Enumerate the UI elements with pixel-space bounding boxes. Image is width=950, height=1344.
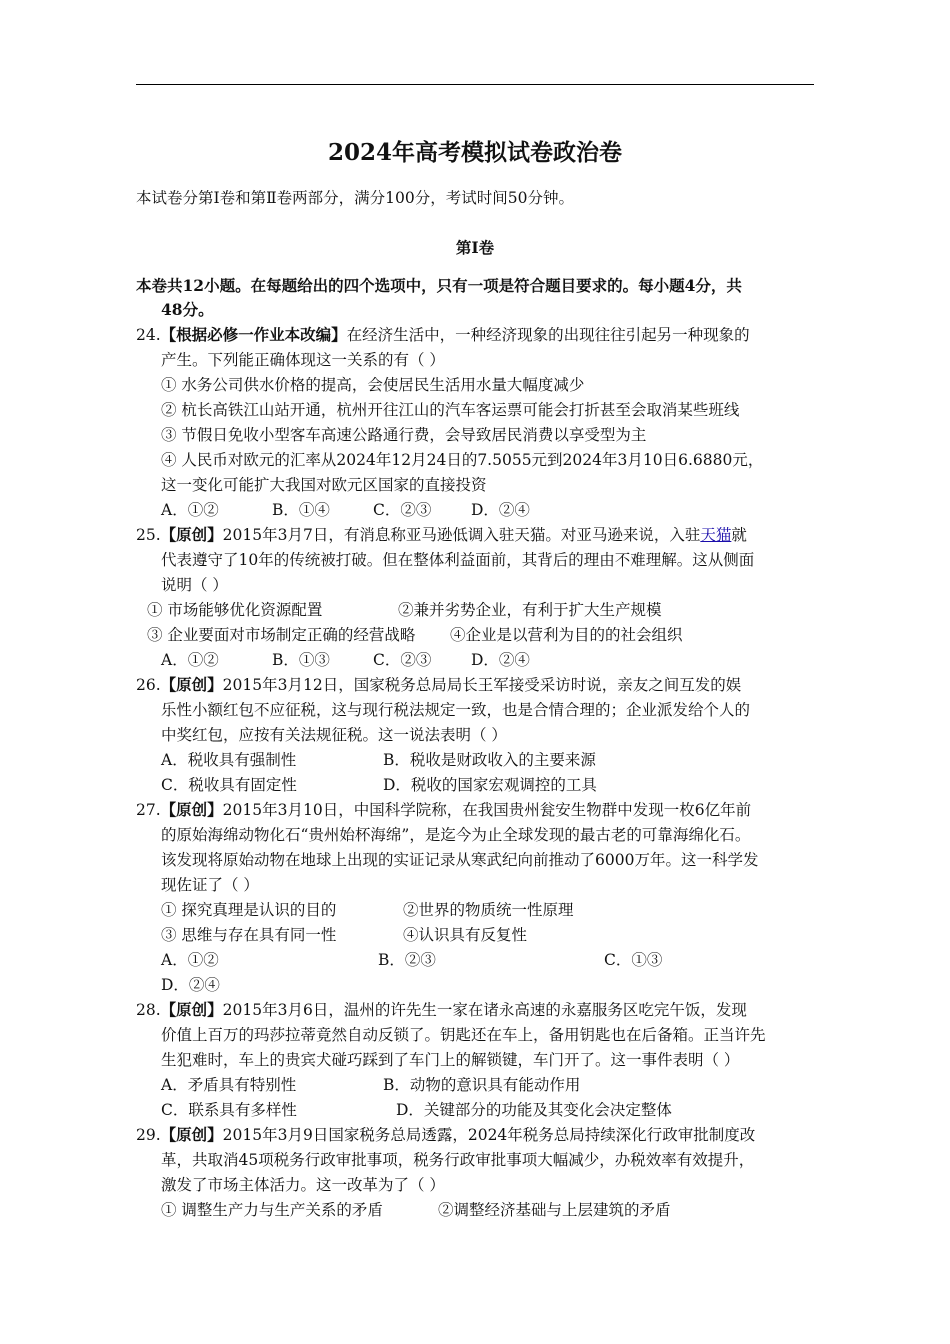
question-24-choice-b: B．①④ <box>272 501 330 519</box>
question-24-option-2: ② 杭长高铁江山站开通，杭州开往江山的汽车客运票可能会打折甚至会取消某些班线 <box>161 401 740 419</box>
question-number: 27. <box>136 801 161 819</box>
question-26-choice-c: C．税收具有固定性 <box>161 776 297 794</box>
question-source-tag: 【原创】 <box>160 675 223 694</box>
tmall-link[interactable]: 天猫 <box>700 526 732 544</box>
question-25-choice-d: D．②④ <box>471 651 530 669</box>
question-number: 26. <box>136 676 161 694</box>
question-source-tag: 【原创】 <box>160 1125 223 1144</box>
question-24-choice-d: D．②④ <box>471 501 530 519</box>
question-27-line-1 <box>136 800 751 820</box>
instruction-line-1: 本卷共12小题。在每题给出的四个选项中，只有一项是符合题目要求的。每小题4分，共 <box>136 276 742 295</box>
question-25-option-4: ④企业是以营利为目的的社会组织 <box>450 626 683 644</box>
question-27-line-4: 现佐证了（ ） <box>161 876 259 894</box>
instruction-line-2: 48分。 <box>161 300 214 319</box>
question-24-option-4: ④ 人民币对欧元的汇率从2024年12月24日的7.5055元到2024年3月10日6.6880元， <box>161 451 764 469</box>
question-29-option-1: ① 调整生产力与生产关系的矛盾 <box>161 1201 383 1219</box>
question-28-choice-c: C．联系具有多样性 <box>161 1101 297 1119</box>
question-27-option-1: ① 探究真理是认识的目的 <box>161 901 337 919</box>
question-25-option-1: ① 市场能够优化资源配置 <box>147 601 323 619</box>
question-24-choice-c: C．②③ <box>373 501 432 519</box>
question-24-option-4-cont: 这一变化可能扩大我国对欧元区国家的直接投资 <box>161 476 487 494</box>
question-27-option-3: ③ 思维与存在具有同一性 <box>161 926 337 944</box>
question-26-choice-d: D．税收的国家宏观调控的工具 <box>383 776 597 794</box>
question-27-choice-b: B．②③ <box>378 951 436 969</box>
question-25-option-3: ③ 企业要面对市场制定正确的经营战略 <box>147 626 416 644</box>
question-source-tag: 【原创】 <box>160 1000 223 1019</box>
question-27-line-3: 该发现将原始动物在地球上出现的实证记录从寒武纪向前推动了6000万年。这一科学发 <box>161 851 759 869</box>
question-26-choice-b: B．税收是财政收入的主要来源 <box>383 751 596 769</box>
question-number: 28. <box>136 1001 161 1019</box>
question-28-choice-a: A．矛盾具有特别性 <box>161 1076 297 1094</box>
question-24-line-2: 产生。下列能正确体现这一关系的有（ ） <box>161 351 445 369</box>
question-28-choice-b: B．动物的意识具有能动作用 <box>383 1076 581 1094</box>
question-27-choice-a: A．①② <box>161 951 219 969</box>
question-26-choice-a: A．税收具有强制性 <box>161 751 297 769</box>
question-text: 2015年3月12日，国家税务总局局长王军接受采访时说，亲友之间互发的娱 <box>222 676 742 694</box>
question-25-option-2: ②兼并劣势企业，有利于扩大生产规模 <box>398 601 662 619</box>
question-27-option-2: ②世界的物质统一性原理 <box>403 901 574 919</box>
question-number: 29. <box>136 1126 161 1144</box>
question-27-choice-d: D．②④ <box>161 976 220 994</box>
question-text: 2015年3月7日，有消息称亚马逊低调入驻天猫。对亚马逊来说，入驻 <box>222 526 701 544</box>
question-25-choice-b: B．①③ <box>272 651 330 669</box>
question-text: 2015年3月10日，中国科学院称，在我国贵州瓮安生物群中发现一枚6亿年前 <box>222 801 752 819</box>
question-27-line-2: 的原始海绵动物化石“贵州始杯海绵”，是迄今为止全球发现的最古老的可靠海绵化石。 <box>161 826 751 844</box>
header-rule <box>136 84 814 85</box>
question-29-option-2: ②调整经济基础与上层建筑的矛盾 <box>438 1201 671 1219</box>
question-source-tag: 【原创】 <box>160 800 223 819</box>
question-text: 就 <box>731 526 747 544</box>
question-28-line-2: 价值上百万的玛莎拉蒂竟然自动反锁了。钥匙还在车上，备用钥匙也在后备箱。正当许先 <box>161 1026 766 1044</box>
question-28-choice-d: D．关键部分的功能及其变化会决定整体 <box>396 1101 672 1119</box>
question-28-line-1 <box>136 1000 747 1020</box>
question-26-line-3: 中奖红包，应按有关法规征税。这一说法表明（ ） <box>161 726 507 744</box>
question-28-line-3: 生犯难时，车上的贵宾犬碰巧踩到了车门上的解锁键，车门开了。这一事件表明（ ） <box>161 1051 740 1069</box>
question-24-choice-a: A．①② <box>161 501 219 519</box>
question-text: 2015年3月6日，温州的许先生一家在诸永高速的永嘉服务区吃完午饭，发现 <box>222 1001 747 1019</box>
question-27-choice-c: C．①③ <box>604 951 663 969</box>
question-source-tag: 【原创】 <box>160 525 223 544</box>
question-text: 在经济生活中，一种经济现象的出现往往引起另一种现象的 <box>346 326 750 344</box>
question-text: 2015年3月9日国家税务总局透露，2024年税务总局持续深化行政审批制度改 <box>222 1126 756 1144</box>
question-number: 25. <box>136 526 161 544</box>
question-29-line-3: 激发了市场主体活力。这一改革为了（ ） <box>161 1176 445 1194</box>
page-title: 2024年高考模拟试卷政治卷 <box>327 139 622 166</box>
question-24-line-1 <box>136 325 750 345</box>
question-26-line-2: 乐性小额红包不应征税，这与现行税法规定一致，也是合情合理的；企业派发给个人的 <box>161 701 751 719</box>
question-25-choice-c: C．②③ <box>373 651 432 669</box>
exam-intro: 本试卷分第Ⅰ卷和第Ⅱ卷两部分，满分100分，考试时间50分钟。 <box>136 189 574 207</box>
question-source-tag: 【根据必修一作业本改编】 <box>160 325 347 344</box>
question-24-option-3: ③ 节假日免收小型客车高速公路通行费，会导致居民消费以享受型为主 <box>161 426 647 444</box>
question-25-line-2: 代表遵守了10年的传统被打破。但在整体利益面前，其背后的理由不难理解。这从侧面 <box>161 551 755 569</box>
question-29-line-2: 革，共取消45项税务行政审批事项，税务行政审批事项大幅减少，办税效率有效提升， <box>161 1151 755 1169</box>
question-26-line-1 <box>136 675 741 695</box>
question-24-option-1: ① 水务公司供水价格的提高，会使居民生活用水量大幅度减少 <box>161 376 585 394</box>
question-25-choice-a: A．①② <box>161 651 219 669</box>
part-heading: 第I卷 <box>455 238 495 257</box>
question-29-line-1 <box>136 1125 755 1145</box>
question-25-line-3: 说明（ ） <box>161 576 228 594</box>
question-number: 24. <box>136 326 161 344</box>
question-25-line-1 <box>136 525 747 545</box>
question-27-option-4: ④认识具有反复性 <box>403 926 528 944</box>
